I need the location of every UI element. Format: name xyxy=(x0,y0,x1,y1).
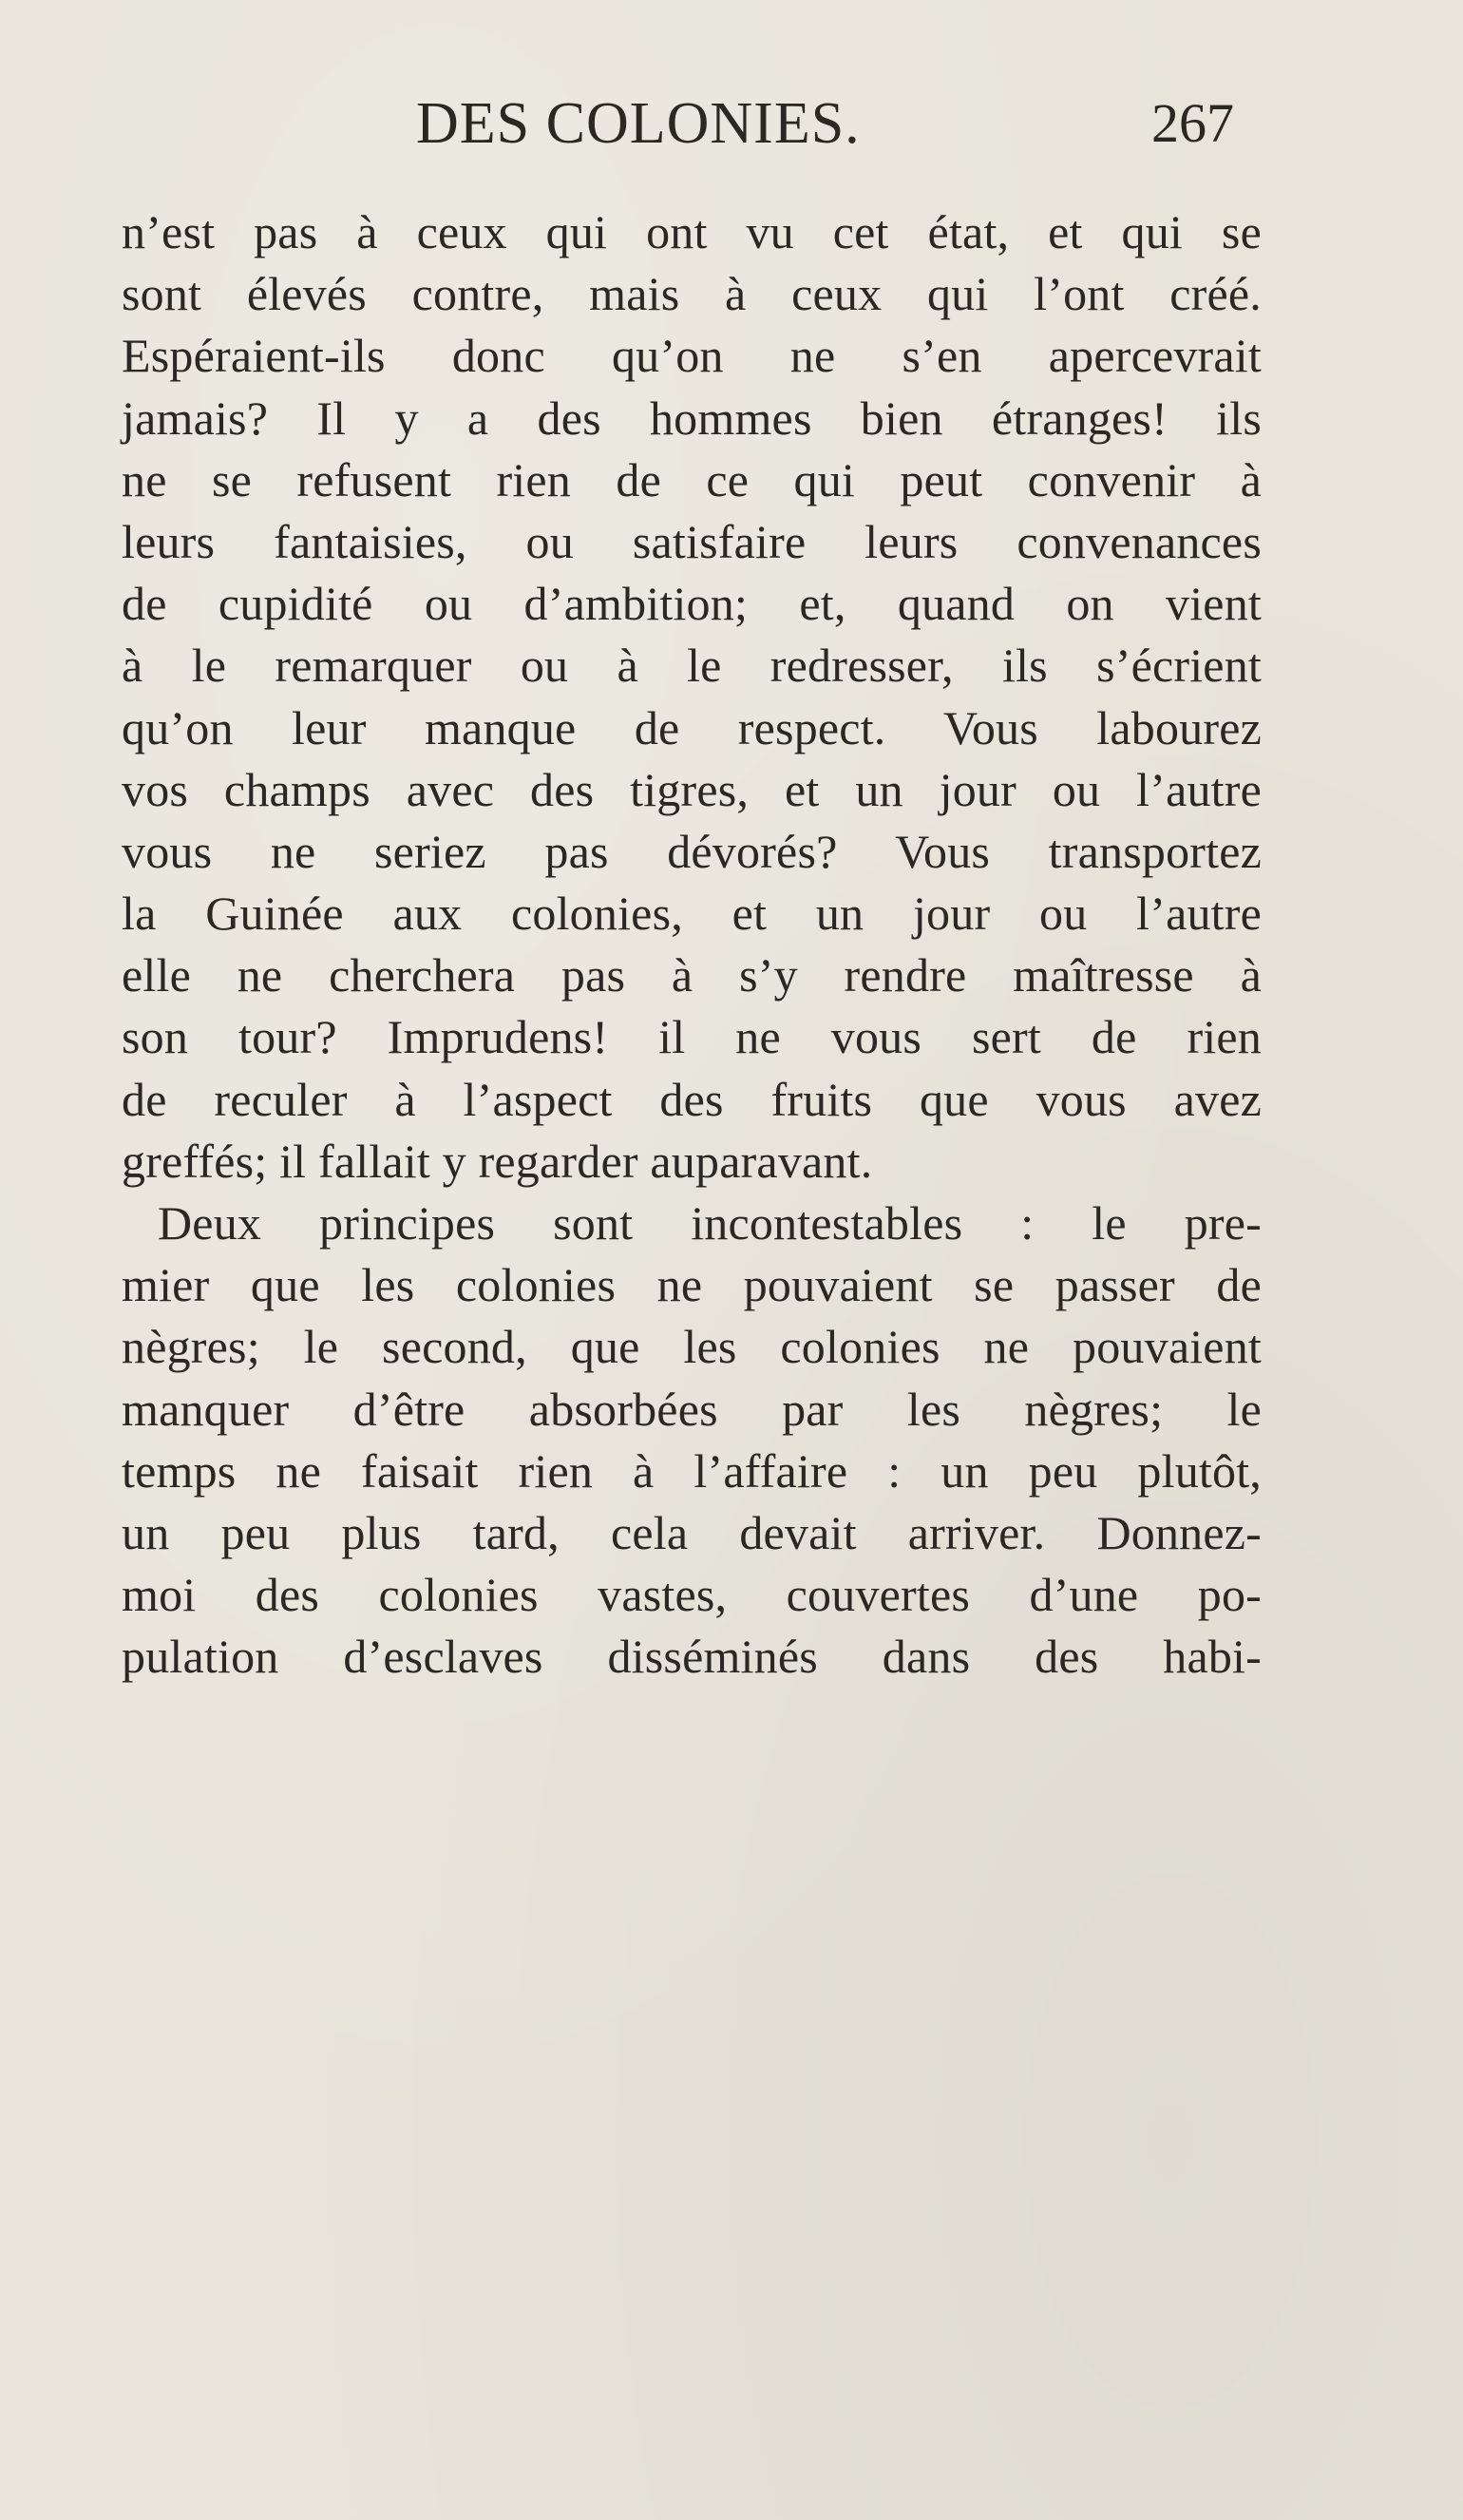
text-line: temps ne faisait rien à l’affaire : un peu plutôt, xyxy=(122,1443,1262,1498)
text-line: sont élevés contre, mais à ceux qui l’ont créé. xyxy=(122,267,1262,321)
text-line: vous ne seriez pas dévorés? Vous transportez xyxy=(122,824,1262,878)
text-line: nègres; le second, que les colonies ne pouvaient xyxy=(122,1320,1262,1374)
text-line: vos champs avec des tigres, et un jour ou l’autre xyxy=(122,762,1262,816)
body-text xyxy=(122,201,1262,1689)
text-line: n’est pas à ceux qui ont vu cet état, et qui se xyxy=(122,205,1262,258)
text-line: mier que les colonies ne pouvaient se passer de xyxy=(122,1258,1262,1312)
page-number: 267 xyxy=(1151,92,1234,154)
text-line: Deux principes sont incontestables : le pre- xyxy=(158,1196,1262,1250)
text-line: de cupidité ou d’ambition; et, quand on vient xyxy=(122,577,1262,631)
text-line: pulation d’esclaves disséminés dans des habi- xyxy=(122,1630,1262,1684)
text-line: moi des colonies vastes, couvertes d’une po- xyxy=(122,1568,1262,1622)
text-line: jamais? Il y a des hommes bien étranges! ils xyxy=(122,391,1262,445)
text-line: Espéraient-ils donc qu’on ne s’en apercevrait xyxy=(122,329,1262,383)
text-line: qu’on leur manque de respect. Vous labourez xyxy=(122,700,1262,754)
text-line: leurs fantaisies, ou satisfaire leurs convenances xyxy=(122,514,1262,568)
text-line: à le remarquer ou à le redresser, ils s’écrient xyxy=(122,639,1262,693)
running-head xyxy=(0,86,1463,162)
text-line: la Guinée aux colonies, et un jour ou l’autre xyxy=(122,887,1262,941)
text-line: de reculer à l’aspect des fruits que vous avez xyxy=(122,1072,1262,1126)
text-line: manquer d’être absorbées par les nègres; le xyxy=(122,1382,1262,1436)
text-line: elle ne cherchera pas à s’y rendre maîtresse à xyxy=(122,948,1262,1002)
text-line: greffés; il fallait y regarder auparavant. xyxy=(122,1134,873,1188)
text-line: ne se refusent rien de ce qui peut convenir à xyxy=(122,452,1262,506)
running-title: DES COLONIES. xyxy=(416,91,861,156)
text-line: son tour? Imprudens! il ne vous sert de rien xyxy=(122,1010,1262,1064)
text-line: un peu plus tard, cela devait arriver. Donnez- xyxy=(122,1505,1262,1559)
